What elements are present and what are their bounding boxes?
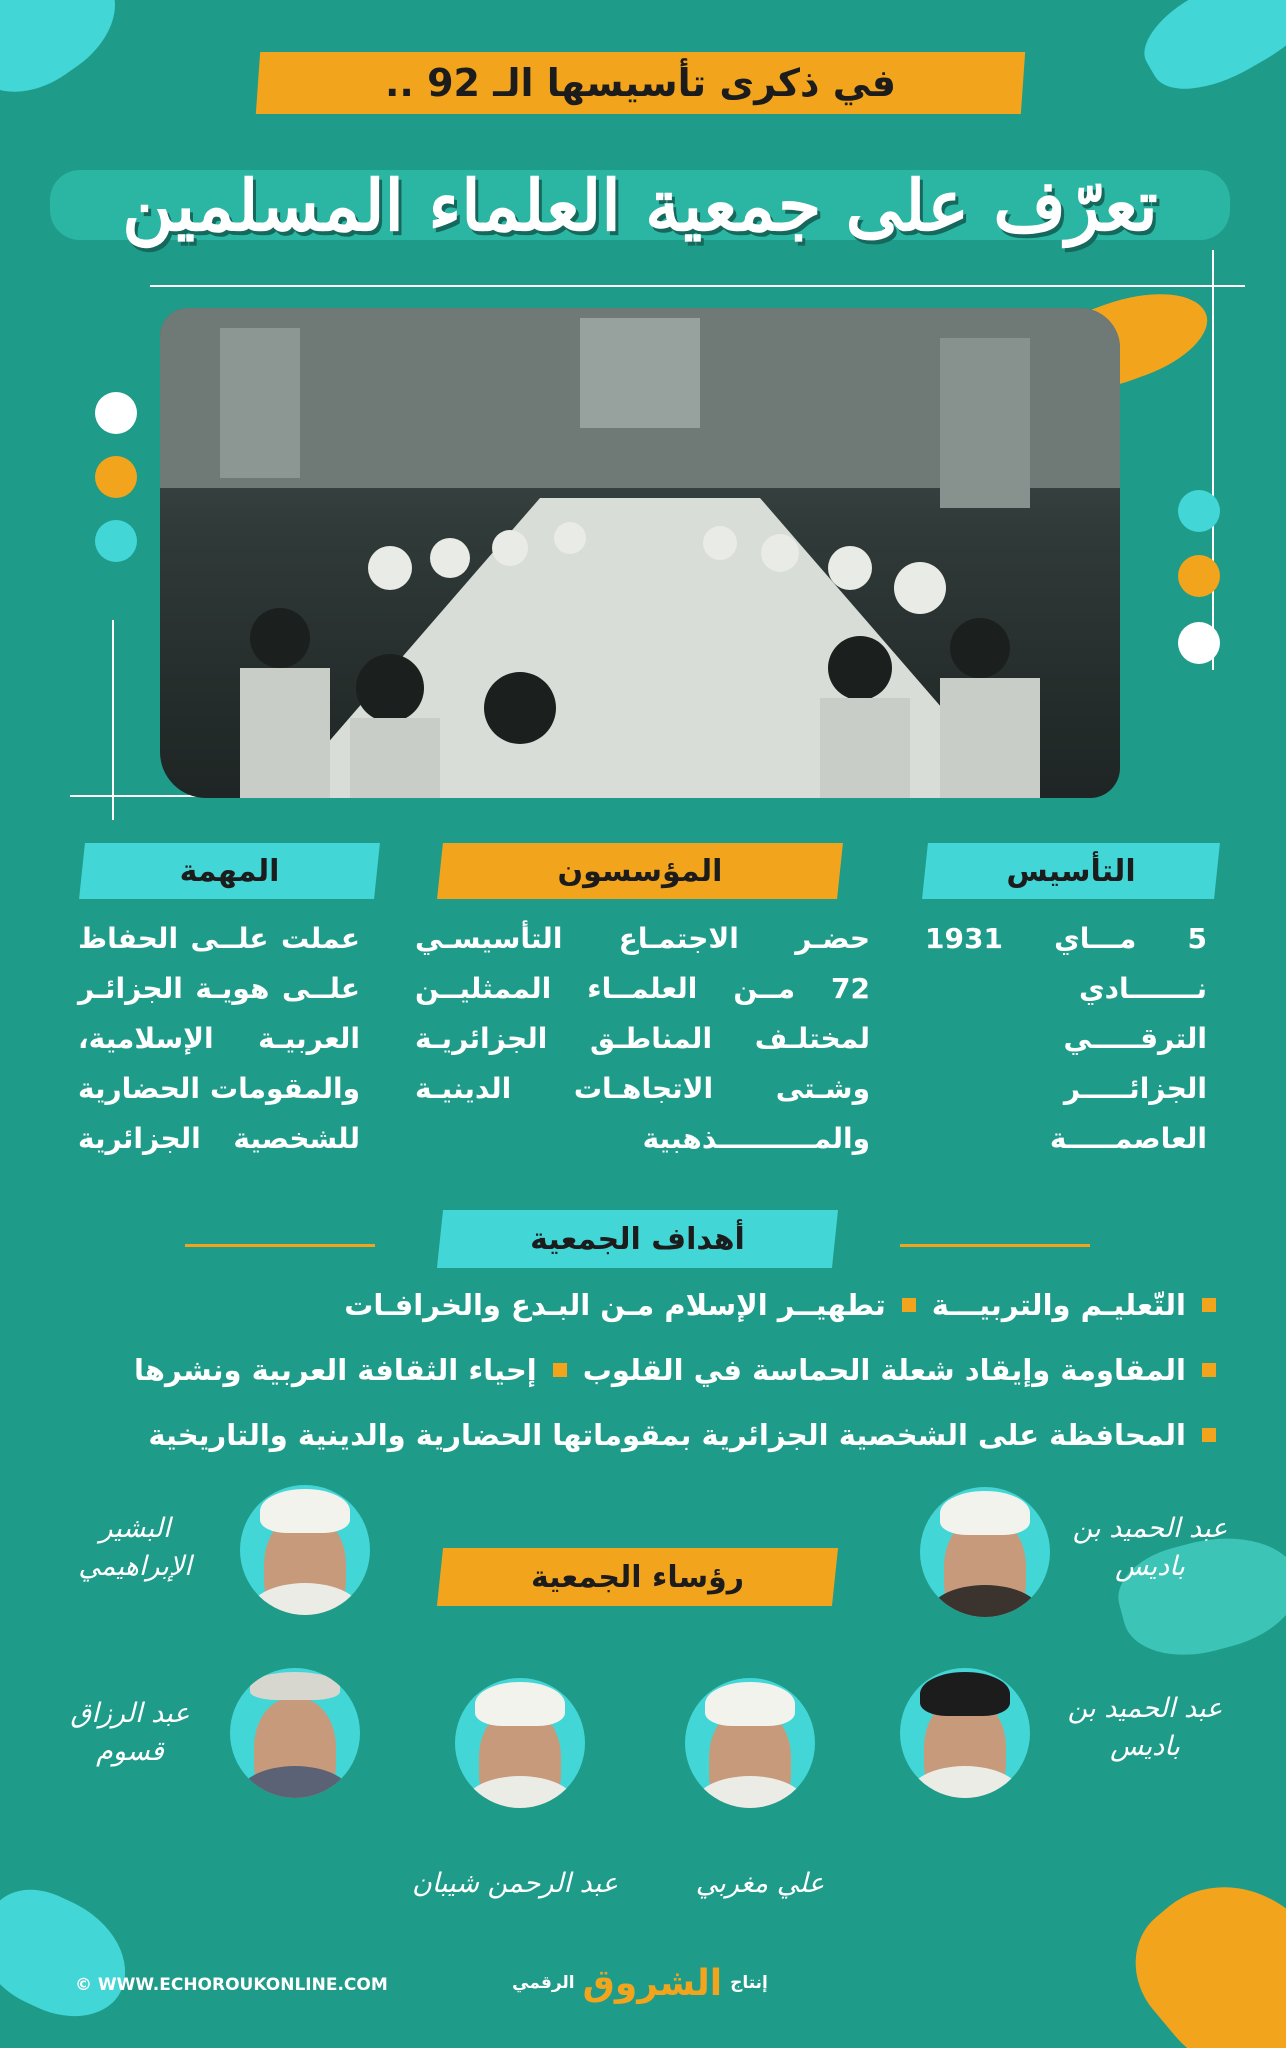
president-name-ali-maghribi: علي مغربي [695, 1868, 825, 1899]
portrait-kassoum [230, 1668, 360, 1798]
president-name-ben-badis-2: عبد الحميد بن باديس [1067, 1693, 1223, 1762]
brush-stroke-top-right [1130, 0, 1286, 111]
mission-text [78, 914, 360, 1164]
deco-dot-cyan-right [1178, 490, 1220, 532]
goal-item: تطهيــر الإسلام مـن البـدع والخرافـات [344, 1288, 886, 1322]
deco-dot-cyan-left [95, 520, 137, 562]
turban-shape [920, 1672, 1010, 1716]
founders-heading: المؤسسون [557, 853, 723, 889]
turban-shape [260, 1489, 350, 1533]
goal-item: المقاومة وإيقاد شعلة الحماسة في القلوب [582, 1353, 1186, 1387]
goal-item: المحافظة على الشخصية الجزائرية بمقوماتها الحضارية والدينية والتاريخية [148, 1418, 1186, 1452]
founders-line: وشـتى الاتجاهـات الدينيـة [415, 1072, 870, 1105]
footer-production-prefix: إنتاج [730, 1973, 768, 1993]
goal-item: إحياء الثقافة العربية ونشرها [134, 1353, 537, 1387]
footer-website: © WWW.ECHOROUKONLINE.COM [75, 1975, 388, 1995]
turban-shape [250, 1672, 340, 1700]
founders-line: حضـر الاجتمـاع التأسيسـي [415, 922, 870, 955]
founders-text [415, 914, 870, 1164]
mission-line: علــى هويـة الجزائـر [78, 972, 360, 1005]
turban-shape [940, 1491, 1030, 1535]
mission-heading: المهمة [179, 853, 280, 889]
footer-credit [500, 1955, 780, 2011]
mission-line: العربيـة الإسلامية، [78, 1022, 360, 1055]
turban-shape [475, 1682, 565, 1726]
brush-stroke-top-left [0, 0, 137, 116]
page-title: تعرّف على جمعية العلماء المسلمين [122, 163, 1158, 247]
deco-dot-white-left [95, 392, 137, 434]
president-name-chibane: عبد الرحمن شيبان [411, 1868, 619, 1899]
deco-dot-white-right [1178, 622, 1220, 664]
bullet-icon [1202, 1298, 1216, 1312]
presidents-heading: رؤساء الجمعية [530, 1559, 745, 1595]
founding-text [925, 914, 1207, 1164]
portrait-ali-maghribi [685, 1678, 815, 1808]
bullet-icon [553, 1363, 567, 1377]
footer-brand-suffix: الرقمي [512, 1973, 575, 1993]
bullet-icon [1202, 1428, 1216, 1442]
goal-item: التّعليـم والتربيـــة [931, 1288, 1186, 1322]
goals-divider-right [900, 1244, 1090, 1247]
founding-meeting-photo [160, 308, 1120, 798]
brush-stroke-bottom-left [0, 1873, 146, 2036]
founders-line: والمــــــــــذهبية [642, 1122, 870, 1155]
goals-row [70, 1342, 1216, 1398]
goals-divider-left [185, 1244, 375, 1247]
portrait-ben-badis-2 [900, 1668, 1030, 1798]
founding-line: الترقـــــي [1063, 1022, 1207, 1055]
goals-heading: أهداف الجمعية [530, 1221, 745, 1257]
frame-line-right [1212, 250, 1214, 670]
anniversary-text: في ذكرى تأسيسها الـ 92 .. [384, 61, 897, 105]
bullet-icon [1202, 1363, 1216, 1377]
turban-shape [705, 1682, 795, 1726]
founding-heading: التأسيس [1006, 853, 1136, 889]
president-name-kassoum: عبد الرزاق قسوم [70, 1698, 190, 1767]
frame-line-top [150, 285, 1245, 287]
founders-line: 72 مــن العلمــاء الممثليــن [415, 972, 870, 1005]
mission-line: والمقومات الحضارية [78, 1072, 360, 1105]
photo-scene [160, 308, 1120, 798]
founding-line: نـــــــادي [1078, 972, 1207, 1005]
founding-line: 5 مـــاي 1931 [925, 922, 1207, 955]
goals-row [70, 1277, 1216, 1333]
deco-dot-orange-left [95, 456, 137, 498]
mission-line: عملت علــى الحفاظ [78, 922, 360, 955]
portrait-ibrahimi [240, 1485, 370, 1615]
bullet-icon [902, 1298, 916, 1312]
president-name-ben-badis: عبد الحميد بن باديس [1072, 1513, 1228, 1582]
founders-line: لمختلـف المناطـق الجزائريـة [415, 1022, 870, 1055]
founding-line: العاصمـــــة [1049, 1122, 1207, 1155]
brush-stroke-bottom-right [1109, 1848, 1286, 2048]
frame-line-left [112, 620, 114, 820]
portrait-chibane [455, 1678, 585, 1808]
brand-logo-text: الشروق [582, 1962, 723, 2004]
mission-line: للشخصية الجزائرية [78, 1122, 360, 1155]
founding-line: الجزائـــــر [1063, 1072, 1207, 1105]
president-name-ibrahimi: البشير الإبراهيمي [78, 1513, 192, 1582]
deco-dot-orange-right [1178, 555, 1220, 597]
portrait-ben-badis [920, 1487, 1050, 1617]
goals-row [70, 1407, 1216, 1463]
